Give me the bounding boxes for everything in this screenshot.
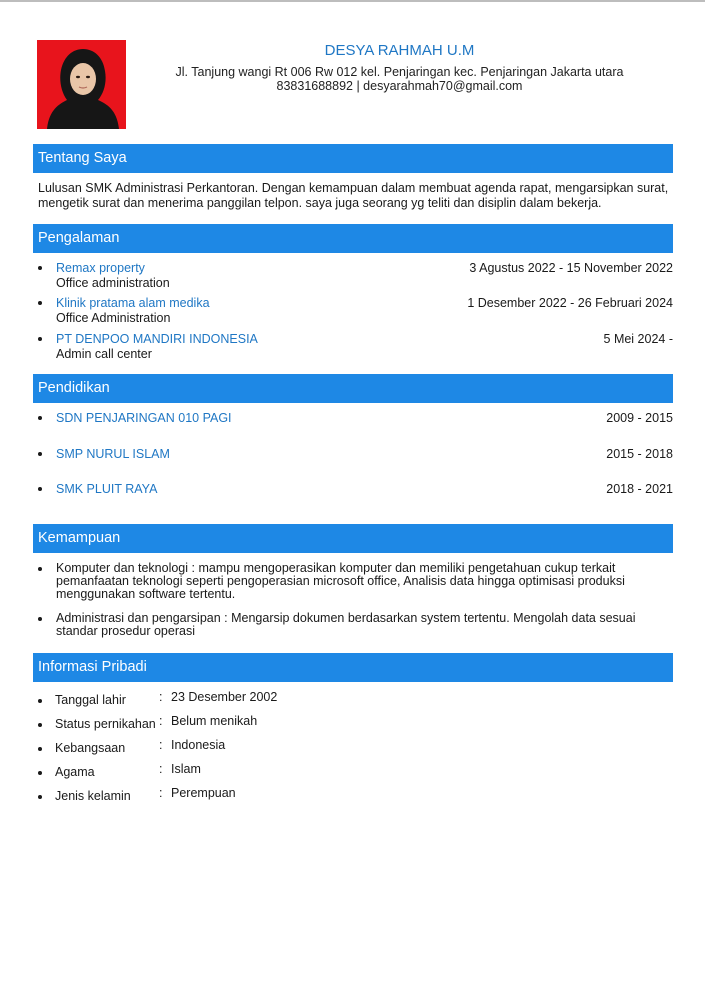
resume-header xyxy=(37,38,673,130)
personal-info-row xyxy=(38,786,438,805)
skill-item xyxy=(38,612,648,638)
experience-company: PT DENPOO MANDIRI INDONESIA xyxy=(56,332,258,346)
skill-text-line: Komputer dan teknologi : mampu mengoperasikan komputer dan memiliki pengetahuan cukup terkait xyxy=(56,561,616,575)
personal-info-separator: : xyxy=(159,714,163,728)
personal-info-row xyxy=(38,738,438,757)
personal-info-separator: : xyxy=(159,738,163,752)
personal-info-label: Tanggal lahir xyxy=(55,693,126,707)
personal-info-label: Jenis kelamin xyxy=(55,789,131,803)
bullet-icon xyxy=(38,617,42,621)
section-header-skills: Kemampuan xyxy=(33,524,673,553)
bullet-icon xyxy=(38,487,42,491)
bullet-icon xyxy=(38,416,42,420)
bullet-icon xyxy=(38,723,42,727)
personal-info-label: Kebangsaan xyxy=(55,741,126,755)
bullet-icon xyxy=(38,795,42,799)
candidate-address: Jl. Tanjung wangi Rt 006 Rw 012 kel. Penjaringan kec. Penjaringan Jakarta utara xyxy=(175,65,624,79)
personal-info-separator: : xyxy=(159,690,163,704)
candidate-contact: 83831688892 | desyarahmah70@gmail.com xyxy=(276,79,523,93)
experience-period: 1 Desember 2022 - 26 Februari 2024 xyxy=(467,296,673,310)
section-header-about: Tentang Saya xyxy=(33,144,673,173)
education-school: SMP NURUL ISLAM xyxy=(56,447,170,461)
candidate-name: DESYA RAHMAH U.M xyxy=(324,42,475,59)
about-text xyxy=(38,181,678,211)
personal-info-separator: : xyxy=(159,786,163,800)
skill-text-line: pemanfaatan teknologi seperti pengoperasian microsoft office, Analisis data hingga optimisasi produksi xyxy=(56,574,625,588)
experience-period: 5 Mei 2024 - xyxy=(603,332,673,346)
personal-info-value: Indonesia xyxy=(171,738,226,752)
experience-period: 3 Agustus 2022 - 15 November 2022 xyxy=(469,261,673,275)
skill-text-line: Administrasi dan pengarsipan : Mengarsip dokumen berdasarkan system tertentu. Mengolah data sesuai xyxy=(56,611,636,625)
education-school: SMK PLUIT RAYA xyxy=(56,482,158,496)
experience-company: Remax property xyxy=(56,261,145,275)
section-header-personal: Informasi Pribadi xyxy=(33,653,673,682)
bullet-icon xyxy=(38,337,42,341)
personal-info-value: Islam xyxy=(171,762,201,776)
education-period: 2018 - 2021 xyxy=(606,482,673,496)
bullet-icon xyxy=(38,266,42,270)
personal-info-label: Agama xyxy=(55,765,95,779)
education-school: SDN PENJARINGAN 010 PAGI xyxy=(56,411,232,425)
experience-role: Office Administration xyxy=(56,311,171,325)
top-border xyxy=(0,0,705,2)
bullet-icon xyxy=(38,452,42,456)
personal-info-value: 23 Desember 2002 xyxy=(171,690,278,704)
personal-info-separator: : xyxy=(159,762,163,776)
personal-info-value: Perempuan xyxy=(171,786,236,800)
bullet-icon xyxy=(38,771,42,775)
personal-info-row xyxy=(38,762,438,781)
section-header-education: Pendidikan xyxy=(33,374,673,403)
bullet-icon xyxy=(38,747,42,751)
bullet-icon xyxy=(38,567,42,571)
experience-company: Klinik pratama alam medika xyxy=(56,296,210,310)
education-period: 2009 - 2015 xyxy=(606,411,673,425)
profile-photo xyxy=(37,40,126,129)
experience-role: Office administration xyxy=(56,276,170,290)
education-period: 2015 - 2018 xyxy=(606,447,673,461)
personal-info-row xyxy=(38,690,438,709)
skill-text-line: menggunakan software tertentu. xyxy=(56,587,236,601)
personal-info-value: Belum menikah xyxy=(171,714,258,728)
personal-info-label: Status pernikahan xyxy=(55,717,156,731)
personal-info-row xyxy=(38,714,438,733)
about-text-line: mengetik surat dan menerima panggilan telpon. saya juga seorang yg teliti dan disiplin dalam bekerja. xyxy=(38,196,602,210)
skill-text-line: standar prosedur operasi xyxy=(56,624,195,638)
skill-item xyxy=(38,562,648,601)
experience-role: Admin call center xyxy=(56,347,152,361)
section-header-experience: Pengalaman xyxy=(33,224,673,253)
bullet-icon xyxy=(38,699,42,703)
bullet-icon xyxy=(38,301,42,305)
about-text-line: Lulusan SMK Administrasi Perkantoran. Dengan kemampuan dalam membuat agenda rapat, mengarsipkan surat, xyxy=(38,181,669,195)
